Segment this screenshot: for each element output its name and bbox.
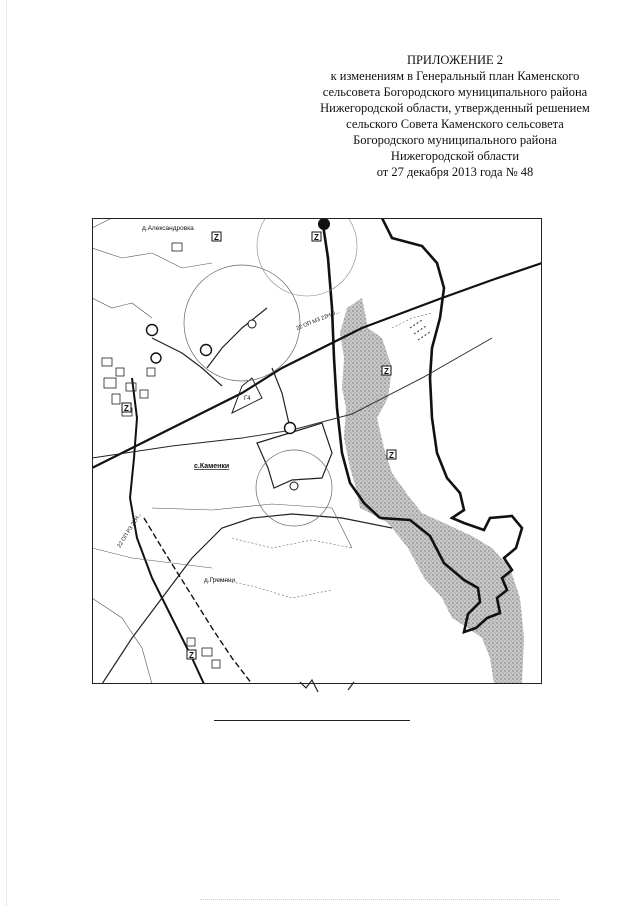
label-gremyachi: д.Гремячи [204,577,235,584]
z-marker-5: Z [124,404,129,413]
label-road-3: 22 ОП РЗ 22Н... [116,511,144,550]
settlement-blocks [102,243,220,668]
z-marker-4: Z [389,451,394,460]
z-marker-6: Z [189,651,194,660]
label-aleksandrovka: д.Александровка [142,225,194,232]
header-line-1: ПРИЛОЖЕНИЕ 2 [406,53,504,67]
road-diagonal [92,263,542,468]
dashed-marks [410,320,430,340]
contour-9 [92,218,112,228]
protection-zone-1 [184,265,300,381]
header-line-2: к изменениям в Генеральный план Каменского [330,69,580,83]
label-road-1: 22 ОП МЗ 22Н-0... [295,308,341,332]
contour-2 [92,298,152,318]
local-road-2 [207,308,267,368]
header-line-6: Богородского муниципального района [353,133,557,147]
master-plan-map[interactable] [92,218,542,684]
z-marker-3: Z [384,367,389,376]
contour-4 [92,548,212,568]
scan-edge-bottom [200,899,560,900]
map-svg [92,218,542,684]
header-line-7: Нижегородской области [390,149,520,163]
contour-1 [92,248,212,268]
scan-edge-left [6,0,7,905]
z-marker-1: Z [214,233,219,242]
separator-line [214,720,410,721]
header-line-4: Нижегородской области, утвержденный решением [320,101,590,115]
header-line-3: сельсовета Богородского муниципального района [322,85,588,99]
outline-kamenki-plot [257,423,332,488]
label-road-2: Г4 [244,396,251,402]
z-marker-2: Z [314,233,319,242]
local-road-3 [272,368,290,428]
header-line-5: сельского Совета Каменского сельсовета [346,117,564,131]
header-line-8: от 27 декабря 2013 года № 48 [376,165,534,179]
appendix-header [270,52,640,180]
contour-5 [92,598,152,684]
contour-6 [232,538,352,548]
north-marker [318,218,330,230]
label-kamenki: с.Каменки [194,463,230,470]
power-line-1 [92,438,242,458]
protection-zone-3 [257,218,357,296]
contour-3 [152,504,352,548]
handwritten-mark [296,676,366,696]
road-south [102,514,392,684]
